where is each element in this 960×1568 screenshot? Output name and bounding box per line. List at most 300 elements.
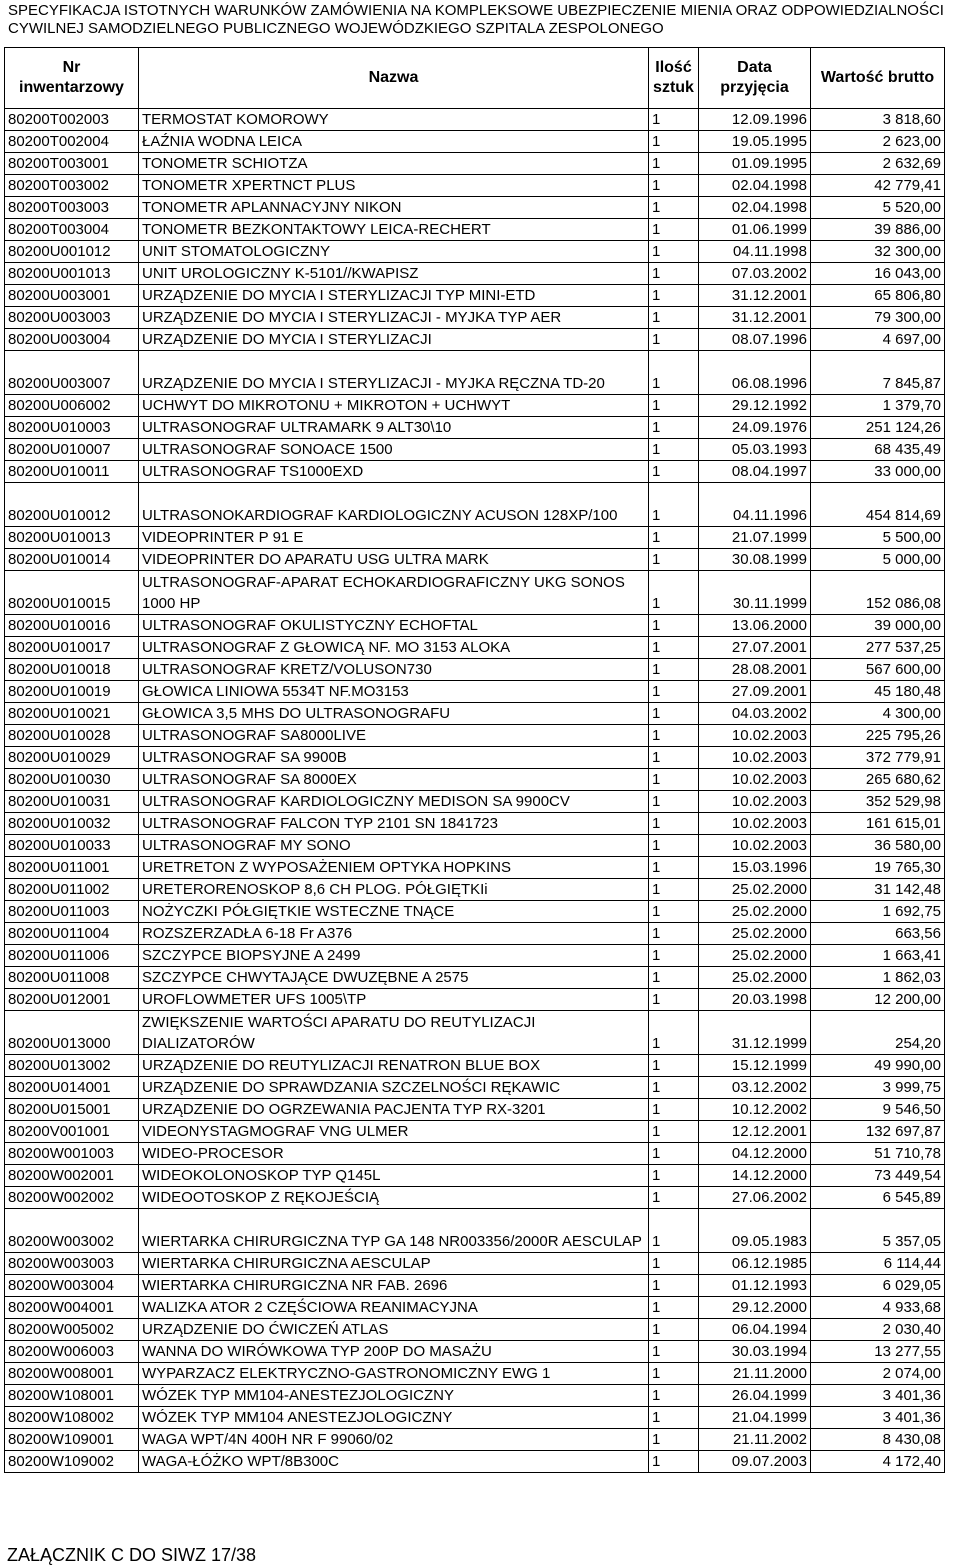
table-row [5,1341,945,1363]
cell-nazwa: SZCZYPCE CHWYTAJĄCE DWUZĘBNE A 2575 [139,967,649,989]
cell-ilosc: 1 [649,681,699,703]
cell-nazwa: ULTRASONOGRAF SA 8000EX [139,769,649,791]
cell-wartosc: 2 632,69 [811,153,945,175]
cell-wartosc: 51 710,78 [811,1143,945,1165]
cell-ilosc: 1 [649,153,699,175]
cell-ilosc: 1 [649,175,699,197]
cell-ilosc: 1 [649,1077,699,1099]
cell-wartosc: 5 500,00 [811,527,945,549]
cell-nr: 80200U013002 [5,1055,139,1077]
title-line-2: CYWILNEJ SAMODZIELNEGO PUBLICZNEGO WOJEWÓDZKIEGO SZPITALA ZESPOLONEGO [8,20,664,37]
cell-nazwa: WIDEOOTOSKOP Z RĘKOJEŚCIĄ [139,1187,649,1209]
cell-ilosc: 1 [649,1275,699,1297]
cell-nr: 80200T003002 [5,175,139,197]
cell-ilosc: 1 [649,1341,699,1363]
cell-data: 10.02.2003 [699,813,811,835]
table-row [5,483,945,527]
cell-data: 25.02.2000 [699,923,811,945]
cell-nr: 80200U003004 [5,329,139,351]
cell-nazwa: ULTRASONOGRAF SA8000LIVE [139,725,649,747]
cell-ilosc: 1 [649,329,699,351]
cell-ilosc: 1 [649,769,699,791]
cell-wartosc: 6 545,89 [811,1187,945,1209]
cell-ilosc: 1 [649,571,699,615]
cell-ilosc: 1 [649,879,699,901]
cell-nazwa: ULTRASONOGRAF Z GŁOWICĄ NF. MO 3153 ALOKA [139,637,649,659]
cell-nr: 80200U010013 [5,527,139,549]
cell-wartosc: 5 000,00 [811,549,945,571]
cell-ilosc: 1 [649,197,699,219]
inventory-table [4,47,945,1473]
cell-ilosc: 1 [649,1121,699,1143]
cell-wartosc: 251 124,26 [811,417,945,439]
cell-data: 24.09.1976 [699,417,811,439]
cell-wartosc: 45 180,48 [811,681,945,703]
cell-nr: 80200W108001 [5,1385,139,1407]
page-footer: ZAŁĄCZNIK C DO SIWZ 17/38 [7,1545,257,1565]
cell-nazwa: TONOMETR APLANNACYJNY NIKON [139,197,649,219]
cell-ilosc: 1 [649,923,699,945]
cell-data: 08.07.1996 [699,329,811,351]
cell-wartosc: 2 623,00 [811,131,945,153]
cell-nazwa: URZĄDZENIE DO MYCIA I STERYLIZACJI [139,329,649,351]
table-row [5,417,945,439]
cell-nr: 80200U010017 [5,637,139,659]
cell-wartosc: 73 449,54 [811,1165,945,1187]
cell-wartosc: 39 000,00 [811,615,945,637]
cell-nazwa: WANNA DO WIRÓWKOWA TYP 200P DO MASAŻU [139,1341,649,1363]
column-header-nr: Nr inwentarzowy [5,48,139,109]
cell-wartosc: 372 779,91 [811,747,945,769]
cell-ilosc: 1 [649,549,699,571]
cell-nr: 80200U010014 [5,549,139,571]
cell-nazwa: ULTRASONOGRAF SONOACE 1500 [139,439,649,461]
cell-data: 31.12.2001 [699,307,811,329]
cell-nr: 80200W002002 [5,1187,139,1209]
cell-wartosc: 2 030,40 [811,1319,945,1341]
cell-nazwa: ULTRASONOGRAF KRETZ/VOLUSON730 [139,659,649,681]
cell-wartosc: 4 300,00 [811,703,945,725]
cell-ilosc: 1 [649,1253,699,1275]
table-row [5,901,945,923]
cell-nr: 80200V001001 [5,1121,139,1143]
cell-wartosc: 13 277,55 [811,1341,945,1363]
cell-nazwa: ULTRASONOGRAF OKULISTYCZNY ECHOFTAL [139,615,649,637]
table-row [5,857,945,879]
cell-ilosc: 1 [649,1297,699,1319]
table-row [5,615,945,637]
cell-data: 06.12.1985 [699,1253,811,1275]
cell-ilosc: 1 [649,1385,699,1407]
table-row [5,1363,945,1385]
table-row [5,791,945,813]
column-header-data: Data przyjęcia [699,48,811,109]
cell-data: 10.02.2003 [699,747,811,769]
cell-nazwa: URETERORENOSKOP 8,6 CH PLOG. PÓŁGIĘTKIi [139,879,649,901]
cell-ilosc: 1 [649,1429,699,1451]
cell-ilosc: 1 [649,1187,699,1209]
cell-ilosc: 1 [649,791,699,813]
table-row [5,1011,945,1055]
cell-nazwa: WIDEOKOLONOSKOP TYP Q145L [139,1165,649,1187]
cell-nazwa: WIDEO-PROCESOR [139,1143,649,1165]
cell-ilosc: 1 [649,263,699,285]
table-row [5,1319,945,1341]
table-row [5,241,945,263]
cell-data: 10.12.2002 [699,1099,811,1121]
cell-ilosc: 1 [649,659,699,681]
cell-ilosc: 1 [649,439,699,461]
cell-nazwa: ULTRASONOGRAF KARDIOLOGICZNY MEDISON SA 9900CV [139,791,649,813]
cell-wartosc: 3 401,36 [811,1385,945,1407]
cell-nr: 80200U010019 [5,681,139,703]
cell-wartosc: 32 300,00 [811,241,945,263]
cell-nazwa: WIERTARKA CHIRURGICZNA NR FAB. 2696 [139,1275,649,1297]
cell-wartosc: 8 430,08 [811,1429,945,1451]
cell-data: 05.03.1993 [699,439,811,461]
table-row [5,153,945,175]
cell-nr: 80200U006002 [5,395,139,417]
cell-ilosc: 1 [649,615,699,637]
cell-ilosc: 1 [649,1099,699,1121]
table-row [5,835,945,857]
cell-nazwa: TONOMETR BEZKONTAKTOWY LEICA-RECHERT [139,219,649,241]
cell-nr: 80200W001003 [5,1143,139,1165]
cell-wartosc: 19 765,30 [811,857,945,879]
cell-data: 25.02.2000 [699,967,811,989]
cell-nr: 80200U011006 [5,945,139,967]
cell-ilosc: 1 [649,725,699,747]
cell-nr: 80200T003004 [5,219,139,241]
cell-nr: 80200W006003 [5,1341,139,1363]
cell-nr: 80200U011003 [5,901,139,923]
cell-nazwa: SZCZYPCE BIOPSYJNE A 2499 [139,945,649,967]
cell-ilosc: 1 [649,483,699,527]
cell-ilosc: 1 [649,835,699,857]
table-row [5,945,945,967]
table-row [5,571,945,615]
cell-ilosc: 1 [649,307,699,329]
cell-wartosc: 16 043,00 [811,263,945,285]
cell-nr: 80200U011008 [5,967,139,989]
cell-nazwa: WÓZEK TYP MM104-ANESTEZJOLOGICZNY [139,1385,649,1407]
cell-ilosc: 1 [649,1011,699,1055]
cell-data: 25.02.2000 [699,879,811,901]
table-row [5,813,945,835]
cell-nazwa: ULTRASONOKARDIOGRAF KARDIOLOGICZNY ACUSON 128XP/100 [139,483,649,527]
table-row [5,527,945,549]
cell-nazwa: TONOMETR SCHIOTZA [139,153,649,175]
table-row [5,659,945,681]
cell-data: 01.09.1995 [699,153,811,175]
cell-nazwa: TERMOSTAT KOMOROWY [139,109,649,131]
table-header-row [5,48,945,109]
cell-nazwa: ULTRASONOGRAF ULTRAMARK 9 ALT30\10 [139,417,649,439]
cell-nr: 80200U010016 [5,615,139,637]
cell-wartosc: 68 435,49 [811,439,945,461]
table-row [5,1297,945,1319]
table-row [5,637,945,659]
cell-nr: 80200U010033 [5,835,139,857]
cell-nazwa: UNIT STOMATOLOGICZNY [139,241,649,263]
cell-wartosc: 5 357,05 [811,1209,945,1253]
cell-nr: 80200U010021 [5,703,139,725]
table-row [5,967,945,989]
cell-nazwa: ULTRASONOGRAF-APARAT ECHOKARDIOGRAFICZNY UKG SONOS 1000 HP [139,571,649,615]
cell-ilosc: 1 [649,395,699,417]
cell-nr: 80200U013000 [5,1011,139,1055]
cell-nazwa: UCHWYT DO MIKROTONU + MIKROTON + UCHWYT [139,395,649,417]
cell-data: 30.08.1999 [699,549,811,571]
cell-nazwa: VIDEONYSTAGMOGRAF VNG ULMER [139,1121,649,1143]
cell-nr: 80200W008001 [5,1363,139,1385]
cell-data: 31.12.2001 [699,285,811,307]
cell-data: 21.04.1999 [699,1407,811,1429]
column-header-nazwa: Nazwa [139,48,649,109]
table-row [5,681,945,703]
cell-data: 08.04.1997 [699,461,811,483]
cell-wartosc: 9 546,50 [811,1099,945,1121]
cell-wartosc: 1 862,03 [811,967,945,989]
cell-nr: 80200U003007 [5,351,139,395]
cell-wartosc: 7 845,87 [811,351,945,395]
cell-nr: 80200U010007 [5,439,139,461]
cell-nazwa: ROZSZERZADŁA 6-18 Fr A376 [139,923,649,945]
cell-data: 10.02.2003 [699,791,811,813]
cell-data: 28.08.2001 [699,659,811,681]
table-row [5,1429,945,1451]
cell-data: 25.02.2000 [699,901,811,923]
table-row [5,549,945,571]
cell-nazwa: ZWIĘKSZENIE WARTOŚCI APARATU DO REUTYLIZACJI DIALIZATORÓW [139,1011,649,1055]
cell-data: 02.04.1998 [699,175,811,197]
cell-nazwa: WÓZEK TYP MM104 ANESTEZJOLOGICZNY [139,1407,649,1429]
cell-data: 10.02.2003 [699,769,811,791]
cell-data: 12.12.2001 [699,1121,811,1143]
cell-wartosc: 31 142,48 [811,879,945,901]
cell-nazwa: ULTRASONOGRAF SA 9900B [139,747,649,769]
cell-wartosc: 79 300,00 [811,307,945,329]
cell-data: 12.09.1996 [699,109,811,131]
table-row [5,1275,945,1297]
cell-nr: 80200W004001 [5,1297,139,1319]
cell-ilosc: 1 [649,989,699,1011]
cell-nr: 80200W109002 [5,1451,139,1473]
cell-data: 15.03.1996 [699,857,811,879]
cell-wartosc: 454 814,69 [811,483,945,527]
cell-ilosc: 1 [649,1209,699,1253]
cell-data: 21.11.2002 [699,1429,811,1451]
cell-wartosc: 152 086,08 [811,571,945,615]
cell-nazwa: VIDEOPRINTER P 91 E [139,527,649,549]
table-row [5,1407,945,1429]
cell-nazwa: URZĄDZENIE DO SPRAWDZANIA SZCZELNOŚCI RĘKAWIC [139,1077,649,1099]
cell-wartosc: 6 029,05 [811,1275,945,1297]
cell-wartosc: 1 663,41 [811,945,945,967]
cell-nr: 80200T002004 [5,131,139,153]
cell-nazwa: ULTRASONOGRAF TS1000EXD [139,461,649,483]
table-row [5,989,945,1011]
cell-nr: 80200U012001 [5,989,139,1011]
cell-wartosc: 352 529,98 [811,791,945,813]
cell-data: 06.04.1994 [699,1319,811,1341]
cell-ilosc: 1 [649,967,699,989]
cell-nazwa: WALIZKA ATOR 2 CZĘŚCIOWA REANIMACYJNA [139,1297,649,1319]
cell-data: 27.09.2001 [699,681,811,703]
cell-data: 29.12.2000 [699,1297,811,1319]
cell-wartosc: 161 615,01 [811,813,945,835]
cell-nazwa: VIDEOPRINTER DO APARATU USG ULTRA MARK [139,549,649,571]
cell-wartosc: 65 806,80 [811,285,945,307]
cell-nazwa: URETRETON Z WYPOSAŻENIEM OPTYKA HOPKINS [139,857,649,879]
cell-nr: 80200U011002 [5,879,139,901]
cell-nr: 80200U010031 [5,791,139,813]
document-title [8,2,958,38]
table-row [5,1165,945,1187]
cell-wartosc: 265 680,62 [811,769,945,791]
table-row [5,351,945,395]
cell-data: 30.03.1994 [699,1341,811,1363]
cell-nr: 80200U010018 [5,659,139,681]
cell-nazwa: WIERTARKA CHIRURGICZNA AESCULAP [139,1253,649,1275]
cell-ilosc: 1 [649,901,699,923]
cell-ilosc: 1 [649,1055,699,1077]
cell-ilosc: 1 [649,285,699,307]
cell-wartosc: 254,20 [811,1011,945,1055]
table-row [5,1187,945,1209]
cell-data: 07.03.2002 [699,263,811,285]
cell-nr: 80200U010012 [5,483,139,527]
table-row [5,307,945,329]
cell-wartosc: 33 000,00 [811,461,945,483]
cell-nr: 80200W002001 [5,1165,139,1187]
cell-data: 06.08.1996 [699,351,811,395]
cell-data: 27.07.2001 [699,637,811,659]
cell-nr: 80200T003001 [5,153,139,175]
cell-nazwa: ULTRASONOGRAF MY SONO [139,835,649,857]
cell-nazwa: URZĄDZENIE DO ĆWICZEŃ ATLAS [139,1319,649,1341]
cell-ilosc: 1 [649,1319,699,1341]
cell-wartosc: 42 779,41 [811,175,945,197]
cell-data: 14.12.2000 [699,1165,811,1187]
cell-wartosc: 225 795,26 [811,725,945,747]
cell-data: 31.12.1999 [699,1011,811,1055]
cell-wartosc: 5 520,00 [811,197,945,219]
table-row [5,439,945,461]
cell-nazwa: TONOMETR XPERTNCT PLUS [139,175,649,197]
cell-wartosc: 36 580,00 [811,835,945,857]
table-row [5,1121,945,1143]
cell-wartosc: 49 990,00 [811,1055,945,1077]
cell-ilosc: 1 [649,527,699,549]
cell-wartosc: 39 886,00 [811,219,945,241]
cell-nr: 80200U011004 [5,923,139,945]
cell-data: 30.11.1999 [699,571,811,615]
table-row [5,197,945,219]
cell-ilosc: 1 [649,857,699,879]
cell-wartosc: 3 999,75 [811,1077,945,1099]
cell-nr: 80200U010028 [5,725,139,747]
table-row [5,747,945,769]
cell-ilosc: 1 [649,417,699,439]
cell-nr: 80200W003003 [5,1253,139,1275]
table-row [5,263,945,285]
cell-nazwa: UNIT UROLOGICZNY K-5101//KWAPISZ [139,263,649,285]
cell-ilosc: 1 [649,461,699,483]
table-row [5,1451,945,1473]
cell-wartosc: 1 379,70 [811,395,945,417]
table-row [5,703,945,725]
cell-data: 02.04.1998 [699,197,811,219]
cell-nr: 80200U001012 [5,241,139,263]
cell-nazwa: ŁAŹNIA WODNA LEICA [139,131,649,153]
cell-ilosc: 1 [649,703,699,725]
cell-wartosc: 3 818,60 [811,109,945,131]
table-row [5,1055,945,1077]
cell-nr: 80200U011001 [5,857,139,879]
cell-nazwa: NOŻYCZKI PÓŁGIĘTKIE WSTECZNE TNĄCE [139,901,649,923]
cell-ilosc: 1 [649,351,699,395]
cell-nr: 80200W005002 [5,1319,139,1341]
cell-data: 25.02.2000 [699,945,811,967]
cell-data: 26.04.1999 [699,1385,811,1407]
table-row [5,175,945,197]
cell-ilosc: 1 [649,945,699,967]
cell-data: 15.12.1999 [699,1055,811,1077]
cell-nazwa: URZĄDZENIE DO REUTYLIZACJI RENATRON BLUE BOX [139,1055,649,1077]
cell-data: 21.07.1999 [699,527,811,549]
table-row [5,725,945,747]
cell-nazwa: ULTRASONOGRAF FALCON TYP 2101 SN 1841723 [139,813,649,835]
table-row [5,219,945,241]
cell-wartosc: 4 933,68 [811,1297,945,1319]
cell-ilosc: 1 [649,1165,699,1187]
table-row [5,1143,945,1165]
cell-nazwa: WAGA-ŁÓŻKO WPT/8B300C [139,1451,649,1473]
cell-wartosc: 277 537,25 [811,637,945,659]
cell-data: 09.07.2003 [699,1451,811,1473]
cell-wartosc: 6 114,44 [811,1253,945,1275]
cell-wartosc: 4 172,40 [811,1451,945,1473]
cell-wartosc: 12 200,00 [811,989,945,1011]
table-row [5,329,945,351]
table-row [5,1385,945,1407]
cell-wartosc: 2 074,00 [811,1363,945,1385]
cell-ilosc: 1 [649,241,699,263]
cell-ilosc: 1 [649,109,699,131]
cell-nr: 80200U010003 [5,417,139,439]
cell-wartosc: 3 401,36 [811,1407,945,1429]
cell-nazwa: URZĄDZENIE DO OGRZEWANIA PACJENTA TYP RX-3201 [139,1099,649,1121]
cell-ilosc: 1 [649,131,699,153]
cell-nr: 80200U010032 [5,813,139,835]
column-header-ilosc: Ilość sztuk [649,48,699,109]
cell-nr: 80200U014001 [5,1077,139,1099]
cell-data: 27.06.2002 [699,1187,811,1209]
cell-data: 13.06.2000 [699,615,811,637]
cell-wartosc: 1 692,75 [811,901,945,923]
cell-data: 03.12.2002 [699,1077,811,1099]
cell-nr: 80200T002003 [5,109,139,131]
cell-data: 04.11.1996 [699,483,811,527]
table-row [5,879,945,901]
table-row [5,769,945,791]
table-body [5,109,945,1473]
cell-nazwa: GŁOWICA 3,5 MHS DO ULTRASONOGRAFU [139,703,649,725]
cell-nr: 80200U001013 [5,263,139,285]
cell-nr: 80200W109001 [5,1429,139,1451]
cell-nazwa: URZĄDZENIE DO MYCIA I STERYLIZACJI - MYJKA RĘCZNA TD-20 [139,351,649,395]
